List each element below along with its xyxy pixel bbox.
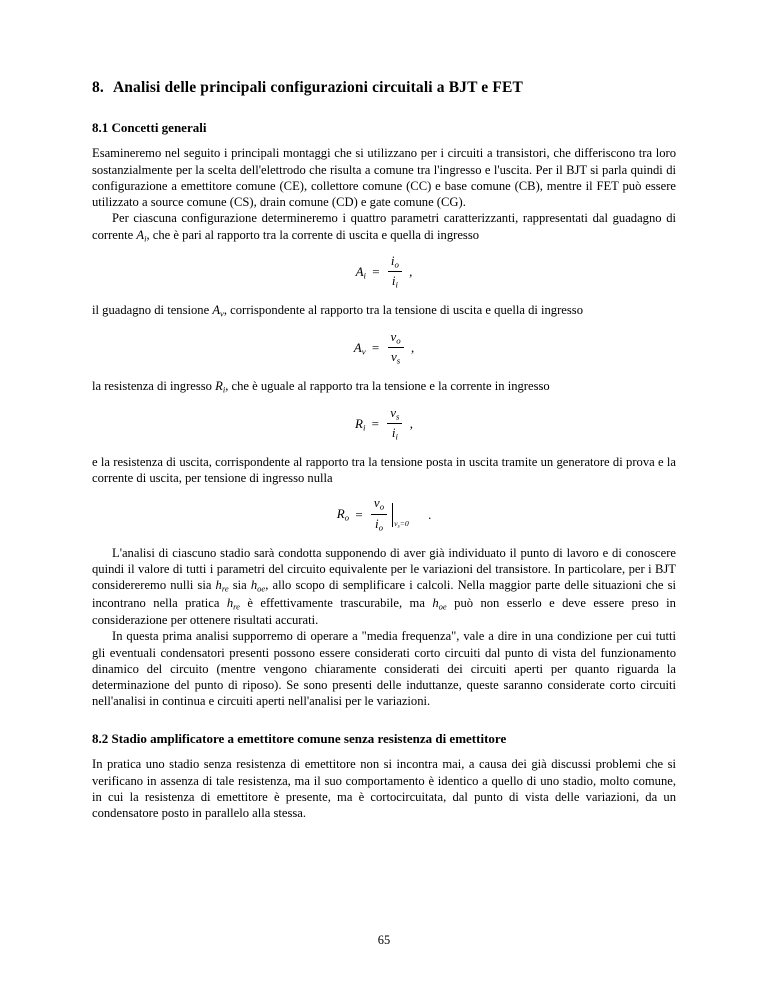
equation-ai-rel: = [372, 264, 380, 280]
equation-av-denominator: v [390, 348, 397, 364]
equation-input-resistance [92, 404, 676, 443]
equation-ri-rel: = [371, 415, 380, 431]
paragraph-stage-analysis: L'analisi di ciascuno stadio sarà condotta supponendo di aver già individuato il punto di lavoro e di conoscere quindi il valore di tutti i parametri del circuito equivalente per le variazioni del transistore. In particolare, per i BJT considereremo nulli sia $h_{re}$ sia $h_{oe}$, allo scopo di semplificare i calcoli. Nella maggior parte delle situazioni che si incontrano nella pratica $h_{re}$ è effettivamente trascurabile, ma $h_{oe}$ può non esserlo e deve essere preso in considerazione per ottenere risultati accurati. [92, 545, 676, 628]
paragraph-mid-frequency: In questa prima analisi supporremo di operare a "media frequenza", vale a dire in una condizione per cui tutti gli eventuali condensatori presenti possono essere considerati corto circuiti dal punto di vista del funzionamento dinamico del circuito (mentre vengono chiaramente considerati dei circuiti aperti per quanto riguarda la determinazione del punto di riposo). Se sono presenti delle induttanze, queste saranno considerate corto circuiti nell'analisi in continua e circuiti aperti nell'analisi per le variazioni. [92, 629, 676, 709]
paragraph-parameters-text: Per ciascuna configurazione determineremo i quattro parametri caratterizzanti, rappresentati dal guadagno di corrente $A_i$, che è pari al rapporto tra la corrente di uscita e quella di ingresso [92, 211, 676, 243]
equation-voltage-gain [92, 328, 676, 367]
equation-av-numerator: v [390, 328, 397, 344]
equation-ri-fraction [387, 406, 402, 442]
paragraph-input-resistance: la resistenza di ingresso $R_i$, che è uguale al rapporto tra la tensione e la corrente in ingresso [92, 379, 550, 395]
equation-ri-denominator: i [391, 424, 396, 440]
equation-ro-numerator-sub: o [379, 501, 385, 512]
equation-av-trailing: , [410, 339, 415, 355]
equation-av-numerator-sub: o [396, 335, 401, 346]
equation-av-lhs-sub: v [361, 346, 366, 357]
equation-ai-numerator-sub: o [394, 259, 399, 270]
equation-current-gain [92, 252, 676, 291]
section-heading-8-2: 8.2 Stadio amplificatore a emettitore comune senza resistenza di emettitore [92, 731, 507, 747]
paragraph-parameters [92, 210, 676, 244]
equation-ro-eval-condition [394, 519, 409, 528]
equation-av-rel: = [371, 339, 380, 355]
section-heading-8-1: 8.1 Concetti generali [92, 120, 207, 136]
equation-ri-denominator-sub: i [395, 431, 398, 442]
equation-ro-eval-value: =0 [399, 518, 409, 528]
paragraph-common-emitter: In pratica uno stadio senza resistenza di emettitore non si incontra mai, a causa dei già discussi problemi che si verificano in assenza di tale resistenza, ma il suo comportamento è identico a quello di uno stadio, molto comune, in cui la resistenza di emettitore è presente, ma è cortocircuitata, dal punto di vista delle variazioni, da un condensatore posto in parallelo alla stessa. [92, 757, 676, 821]
equation-ai-lhs-sub: i [363, 270, 366, 281]
equation-ri-trailing: , [409, 415, 413, 431]
equation-av-fraction [388, 330, 404, 366]
paragraph-output-resistance: e la resistenza di uscita, corrispondente al rapporto tra la tensione posta in uscita tramite un generatore di prova e la corrente di uscita, per tensione di ingresso nulla [92, 454, 676, 486]
equation-ro-eval-var-sub: s [397, 523, 400, 530]
equation-ai-trailing: , [409, 264, 413, 280]
page-number: 65 [377, 933, 391, 947]
equation-av-denominator-sub: s [396, 355, 401, 366]
equation-ai-lhs: A [355, 264, 364, 280]
equation-ro-denominator-sub: o [378, 522, 384, 532]
equation-ai-numerator: i [390, 252, 395, 268]
chapter-number: 8. [92, 79, 104, 96]
equation-ri-numerator-sub: s [396, 410, 400, 421]
equation-ai-denominator-sub: i [395, 279, 398, 290]
equation-ro-trailing: . [428, 506, 432, 522]
equation-ai-fraction [388, 254, 402, 290]
chapter-title-text: Analisi delle principali configurazioni circuitali a BJT e FET [112, 79, 523, 96]
equation-ri-lhs-sub: i [362, 422, 366, 433]
equation-ro-rel: = [355, 506, 363, 522]
equation-ro-eval-var: v [394, 518, 398, 528]
equation-ro-lhs-sub: o [344, 513, 350, 524]
equation-output-resistance [92, 497, 676, 533]
equation-ro-lhs: R [336, 506, 345, 522]
equation-ai-denominator: i [391, 273, 396, 289]
paragraph-voltage-gain: il guadagno di tensione $A_v$, corrispondente al rapporto tra la tensione di uscita e quella di ingresso [92, 303, 583, 319]
equation-ro-eval-bar [392, 503, 393, 527]
equation-ri-lhs: R [355, 415, 363, 431]
equation-ro-fraction [371, 496, 387, 532]
chapter-title [92, 78, 676, 98]
paragraph-intro: Esamineremo nel seguito i principali montaggi che si utilizzano per i circuiti a transistori, che differiscono tra loro sostanzialmente per la scelta dell'elettrodo che risulta a comune tra l'ingresso e l'uscita. Per il BJT si parla quindi di configurazione a emettitore comune (CE), collettore comune (CC) e base comune (CB), mentre il FET può essere utilizzato a source comune (CS), drain comune (CD) e gate comune (CG). [92, 146, 676, 210]
equation-ro-denominator: i [374, 515, 379, 531]
equation-av-lhs: A [353, 339, 362, 355]
equation-ro-numerator: v [373, 495, 380, 511]
equation-ri-numerator: v [390, 404, 397, 420]
